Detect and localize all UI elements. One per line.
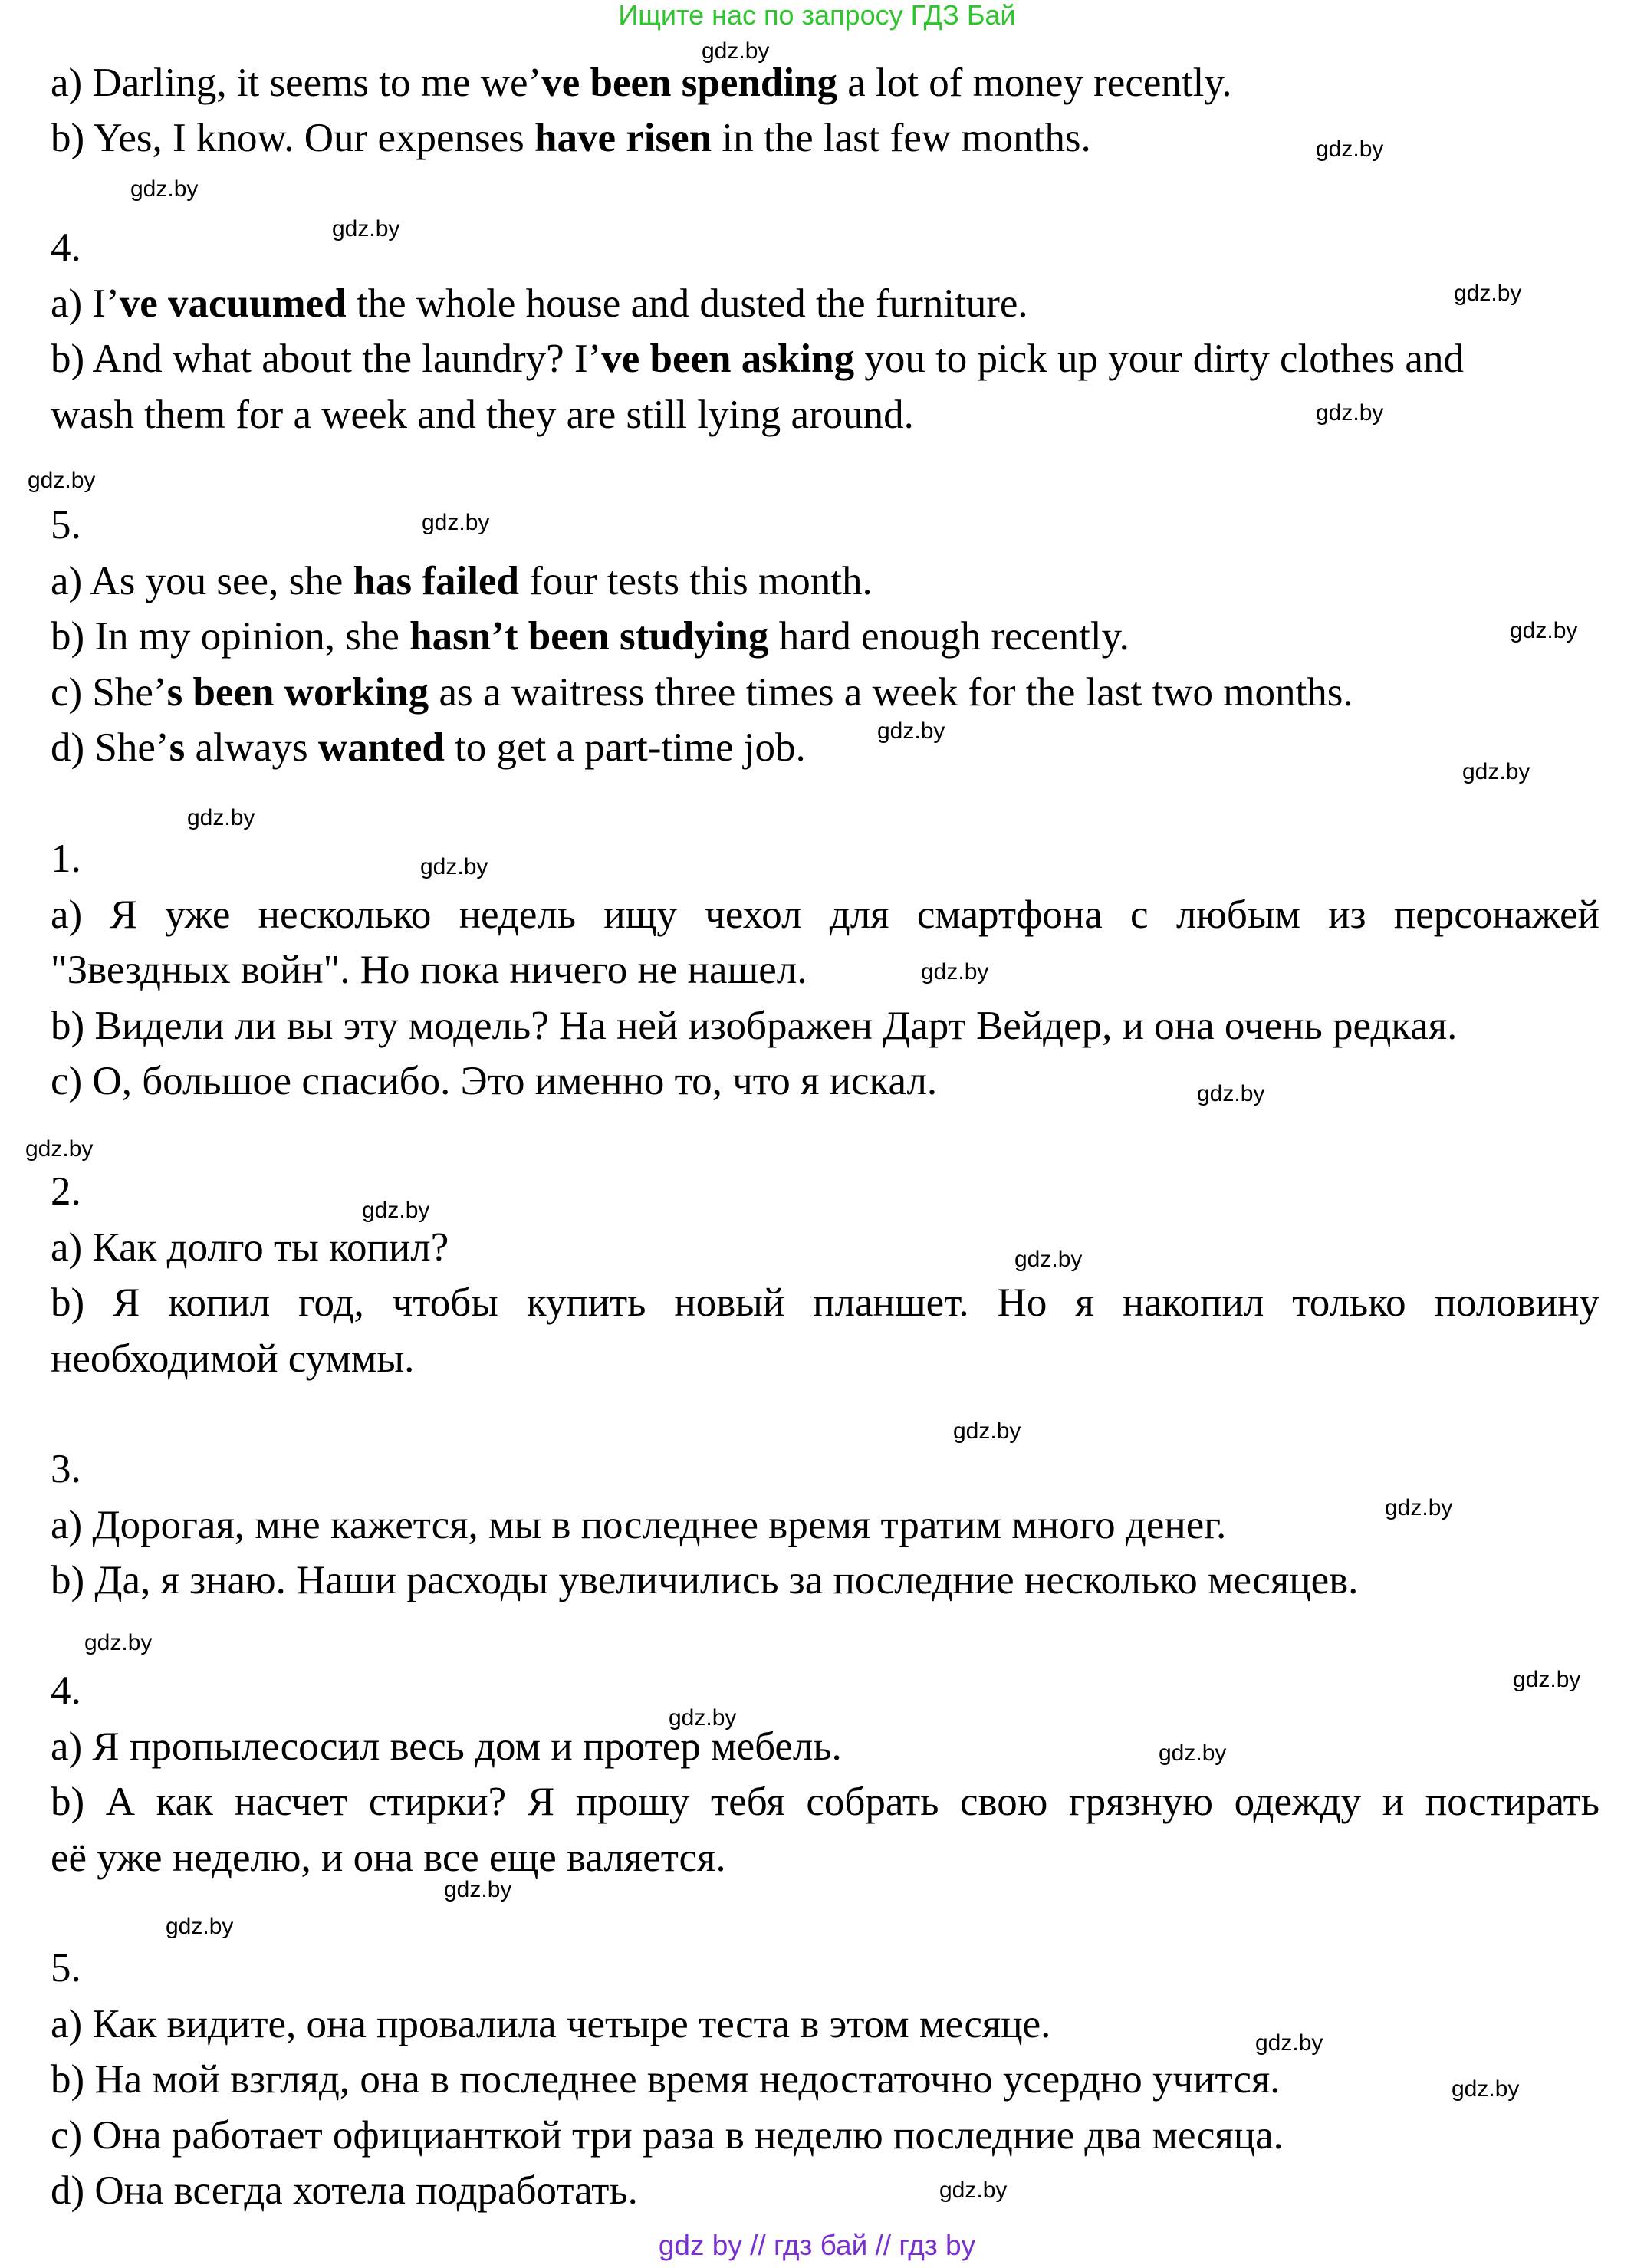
watermark: gdz.by [444,1877,512,1902]
ru-ex1-c: c) О, большое спасибо. Это именно то, что я искал. [51,1059,938,1103]
footer-links[interactable]: gdz by // гдз бай // гдз by [658,2230,976,2261]
watermark: gdz.by [1462,759,1530,784]
watermark: gdz.by [1385,1495,1453,1520]
watermark: gdz.by [420,854,488,879]
ru-ex4-b-cont: её уже неделю, и она все еще валяется. [51,1836,726,1880]
watermark: gdz.by [187,805,255,830]
en-ex5-b: b) In my opinion, she hasn’t been studying hard enough recently. [51,614,1129,659]
en-ex4-a: a) I’ve vacuumed the whole house and dusted the furniture. [51,281,1028,326]
ru-ex5-d: d) Она всегда хотела подработать. [51,2168,638,2213]
watermark: gdz.by [1014,1247,1083,1272]
ru-ex3-number: 3. [51,1447,81,1491]
ru-ex2-a: a) Как долго ты копил? [51,1225,449,1270]
ru-ex5-number: 5. [51,1946,81,1990]
watermark: gdz.by [25,1136,94,1162]
watermark: gdz.by [877,718,945,744]
en-ex5-d: d) She’s always wanted to get a part-time job. [51,725,806,770]
ru-ex2-b: b) Я копил год, чтобы купить новый планшет. Но я накопил только половину [51,1280,1599,1325]
en-ex5-c: c) She’s been working as a waitress three times a week for the last two months. [51,670,1353,715]
watermark: gdz.by [1159,1740,1227,1766]
ru-ex4-a: a) Я пропылесосил весь дом и протер мебель. [51,1724,842,1769]
watermark: gdz.by [1513,1667,1581,1692]
en-ex3-b: b) Yes, I know. Our expenses have risen in the last few months. [51,116,1091,160]
top-banner[interactable]: Ищите нас по запросу ГДЗ Бай [618,0,1016,31]
watermark: gdz.by [166,1914,234,1939]
ru-ex2-number: 2. [51,1169,81,1214]
watermark: gdz.by [422,510,490,535]
watermark: gdz.by [332,216,400,242]
watermark: gdz.by [1316,136,1384,162]
en-ex4-b: b) And what about the laundry? I’ve been asking you to pick up your dirty clothes and [51,337,1464,381]
ru-ex4-number: 4. [51,1668,81,1713]
watermark: gdz.by [1197,1081,1265,1106]
ru-ex5-b: b) На мой взгляд, она в последнее время недостаточно усердно учится. [51,2057,1281,2102]
watermark: gdz.by [953,1418,1021,1444]
watermark: gdz.by [1454,281,1522,306]
watermark: gdz.by [1255,2030,1323,2056]
watermark: gdz.by [702,38,770,64]
watermark: gdz.by [669,1705,737,1731]
ru-ex2-b-cont: необходимой суммы. [51,1336,415,1381]
watermark: gdz.by [921,959,989,984]
ru-ex5-a: a) Как видите, она провалила четыре теста в этом месяце. [51,2002,1051,2046]
en-ex5-a: a) As you see, she has failed four tests this month. [51,559,873,603]
ru-ex1-a: a) Я уже несколько недель ищу чехол для смартфона с любым из персонажей [51,892,1599,937]
watermark: gdz.by [1316,400,1384,426]
ru-ex1-a-cont: "Звездных войн". Но пока ничего не нашел. [51,948,807,992]
en-ex4-b-cont: wash them for a week and they are still lying around. [51,393,914,437]
watermark: gdz.by [84,1630,153,1655]
watermark: gdz.by [1510,618,1578,643]
ru-ex5-c: c) Она работает официанткой три раза в неделю последние два месяца. [51,2113,1284,2158]
ru-ex1-b: b) Видели ли вы эту модель? На ней изображен Дарт Вейдер, и она очень редкая. [51,1004,1458,1048]
watermark: gdz.by [130,176,199,202]
en-ex5-number: 5. [51,503,81,547]
ru-ex1-number: 1. [51,837,81,881]
watermark: gdz.by [362,1198,430,1223]
en-ex3-a: a) Darling, it seems to me we’ve been spending a lot of money recently. [51,61,1232,105]
watermark: gdz.by [28,468,96,493]
watermark: gdz.by [1452,2076,1520,2102]
en-ex4-number: 4. [51,225,81,270]
ru-ex4-b: b) А как насчет стирки? Я прошу тебя собрать свою грязную одежду и постирать [51,1780,1599,1824]
ru-ex3-a: a) Дорогая, мне кажется, мы в последнее время тратим много денег. [51,1503,1227,1547]
ru-ex3-b: b) Да, я знаю. Наши расходы увеличились за последние несколько месяцев. [51,1558,1359,1602]
watermark: gdz.by [939,2178,1008,2203]
